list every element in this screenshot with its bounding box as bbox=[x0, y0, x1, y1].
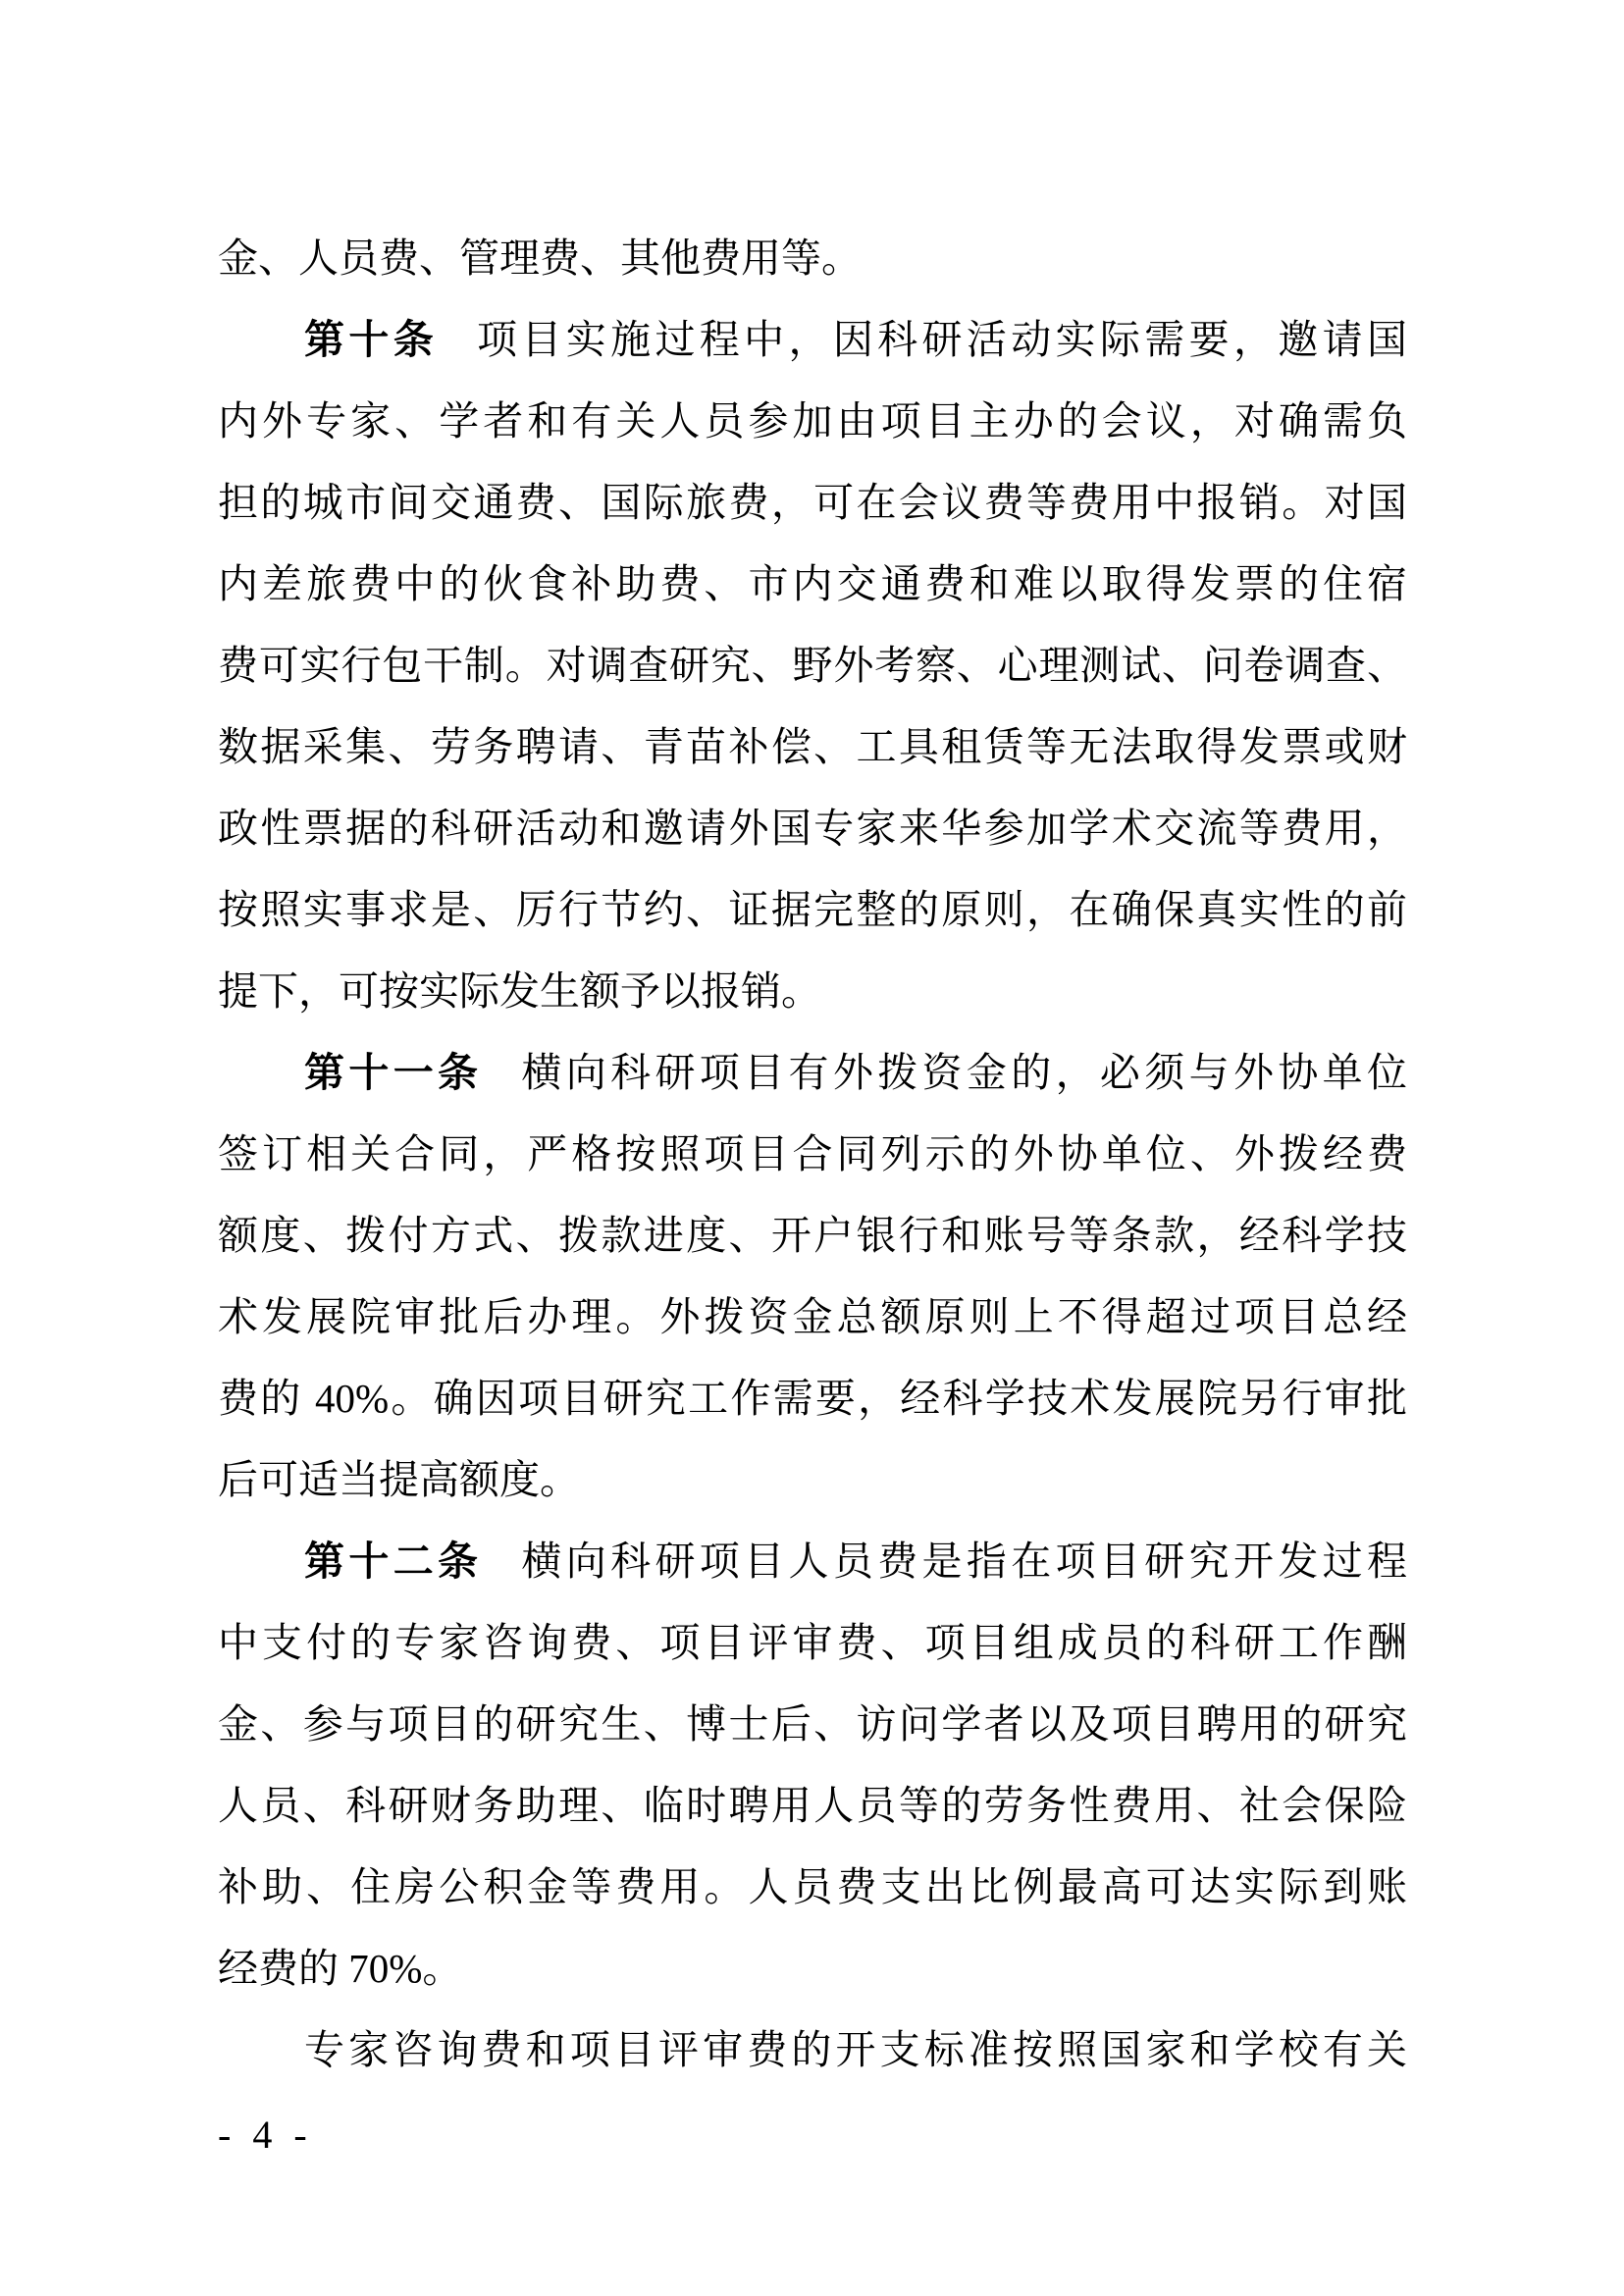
text-line: 经费的 70%。 bbox=[218, 1946, 463, 1991]
text-line: 签订相关合同，严格按照项目合同列示的外协单位、外拨经费 bbox=[218, 1131, 1407, 1176]
text-run: 项目实施过程中，因科研活动实际需要，邀请国 bbox=[477, 317, 1408, 362]
text-line: 政性票据的科研活动和邀请外国专家来华参加学术交流等费用， bbox=[218, 806, 1407, 851]
text-line: 担的城市间交通费、国际旅费，可在会议费等费用中报销。对国 bbox=[218, 480, 1407, 525]
article-number: 第十一条 bbox=[304, 1050, 483, 1095]
text-line: 专家咨询费和项目评审费的开支标准按照国家和学校有关 bbox=[304, 2027, 1407, 2072]
text-line: 后可适当提高额度。 bbox=[218, 1457, 580, 1502]
text-line: 内差旅费中的伙食补助费、市内交通费和难以取得发票的住宿 bbox=[218, 561, 1407, 606]
text-line: 费可实行包干制。对调查研究、野外考察、心理测试、问卷调查、 bbox=[218, 643, 1407, 688]
article-number: 第十二条 bbox=[304, 1539, 483, 1584]
text-line: 金、人员费、管理费、其他费用等。 bbox=[218, 235, 862, 281]
text-line: 提下，可按实际发生额予以报销。 bbox=[218, 968, 821, 1014]
text-line: 补助、住房公积金等费用。人员费支出比例最高可达实际到账 bbox=[218, 1864, 1407, 1909]
document-body bbox=[218, 218, 1407, 2091]
text-run: 横向科研项目有外拨资金的，必须与外协单位 bbox=[521, 1050, 1408, 1095]
text-line: 人员、科研财务助理、临时聘用人员等的劳务性费用、社会保险 bbox=[218, 1783, 1407, 1828]
text-line: 金、参与项目的研究生、博士后、访问学者以及项目聘用的研究 bbox=[218, 1701, 1407, 1747]
text-line: 中支付的专家咨询费、项目评审费、项目组成员的科研工作酬 bbox=[218, 1620, 1407, 1665]
text-line bbox=[218, 299, 1407, 381]
text-line bbox=[218, 1032, 1407, 1114]
text-line: 按照实事求是、厉行节约、证据完整的原则，在确保真实性的前 bbox=[218, 887, 1407, 932]
text-line: 额度、拨付方式、拨款进度、开户银行和账号等条款，经科学技 bbox=[218, 1213, 1407, 1258]
text-line: 费的 40%。确因项目研究工作需要，经科学技术发展院另行审批 bbox=[218, 1376, 1407, 1421]
text-run: 横向科研项目人员费是指在项目研究开发过程 bbox=[521, 1539, 1408, 1584]
text-line: 内外专家、学者和有关人员参加由项目主办的会议，对确需负 bbox=[218, 398, 1407, 444]
text-line: 术发展院审批后办理。外拨资金总额原则上不得超过项目总经 bbox=[218, 1294, 1407, 1339]
text-line bbox=[218, 1521, 1407, 1602]
text-line: 数据采集、劳务聘请、青苗补偿、工具租赁等无法取得发票或财 bbox=[218, 724, 1407, 769]
page-number: - 4 - bbox=[218, 2113, 313, 2157]
article-number: 第十条 bbox=[304, 317, 439, 362]
